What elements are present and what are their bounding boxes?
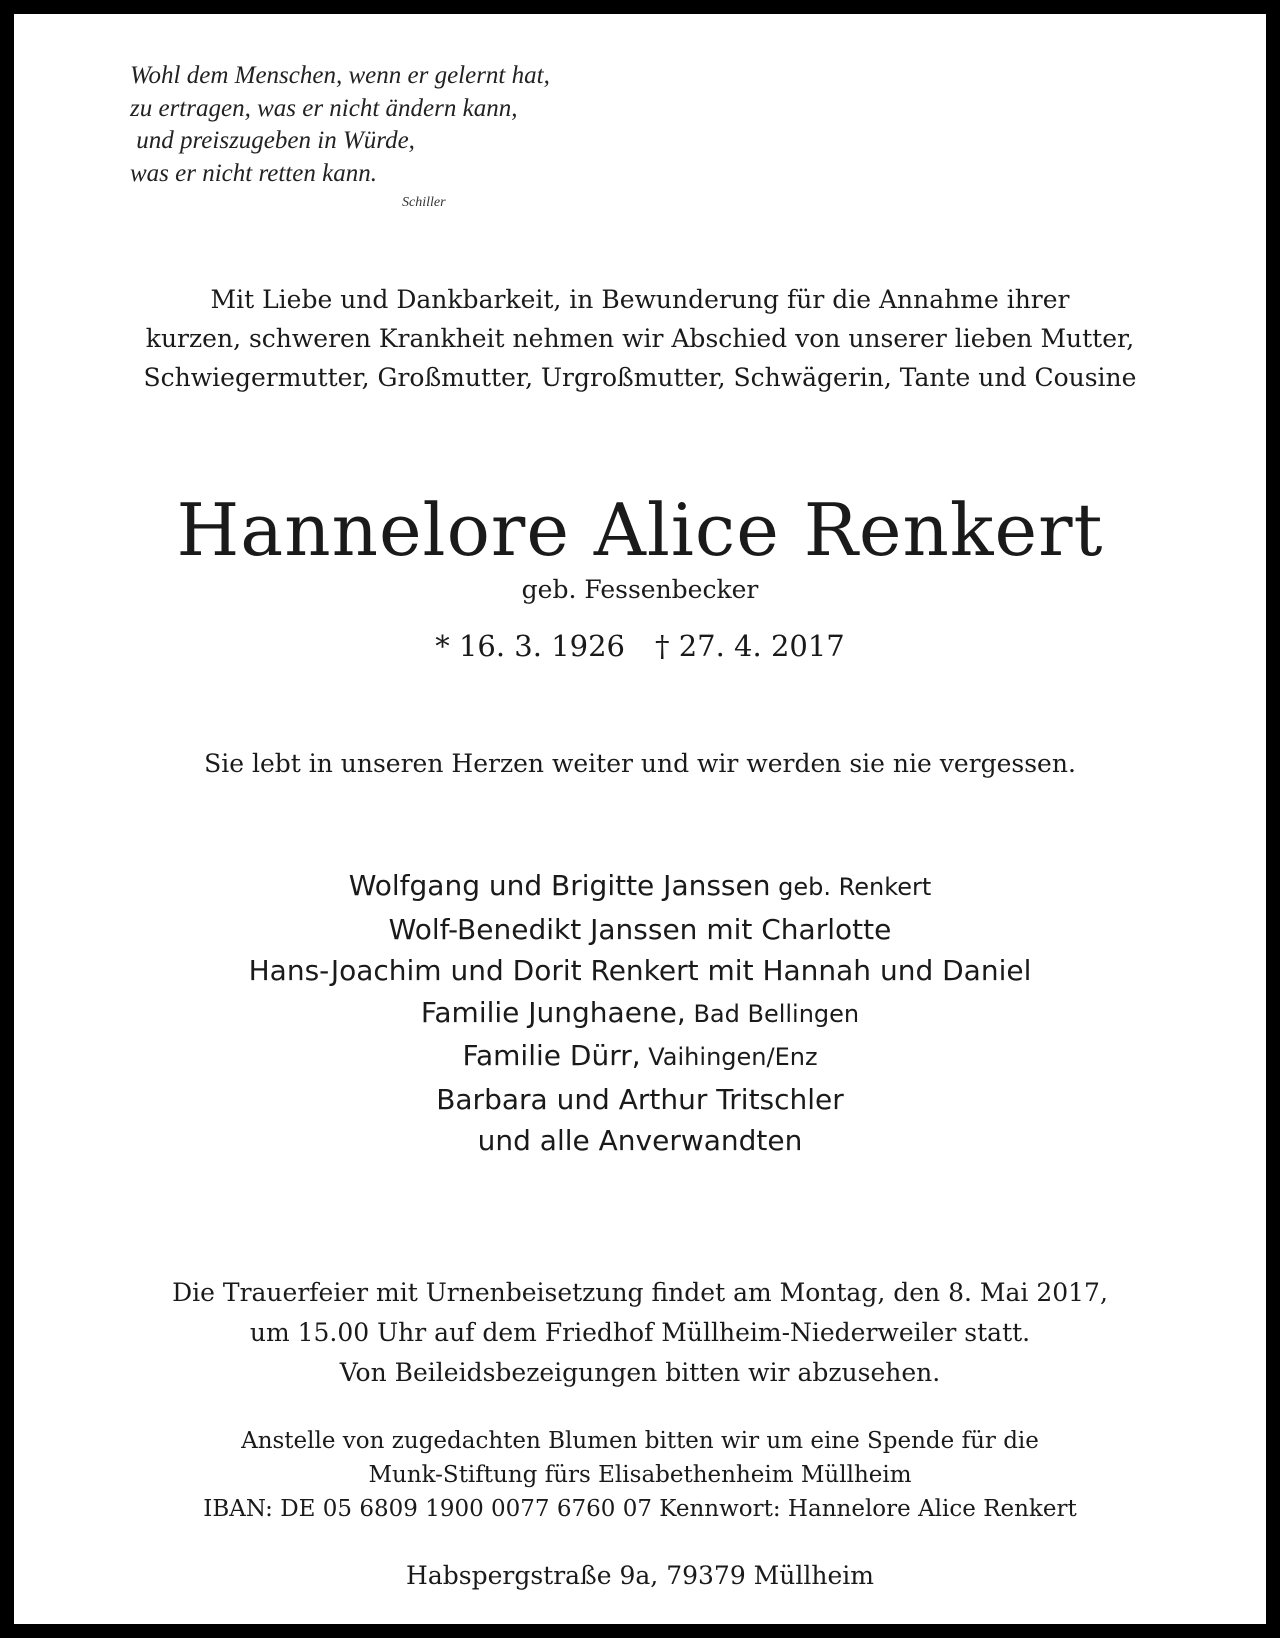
donation-line: Munk-Stiftung fürs Elisabethenheim Müllheim <box>368 1462 912 1488</box>
donation-line: IBAN: DE 05 6809 1900 0077 6760 07 Kennwort: Hannelore Alice Renkert <box>203 1496 1077 1522</box>
deceased-name: Hannelore Alice Renkert <box>176 488 1104 572</box>
ceremony-info <box>14 1273 1266 1393</box>
quote-line: zu ertragen, was er nicht ändern kann, <box>130 94 518 122</box>
ceremony-line: Die Trauerfeier mit Urnenbeisetzung findet am Montag, den 8. Mai 2017, <box>172 1278 1108 1307</box>
family-line: Wolfgang und Brigitte Janssen geb. Renkert <box>348 869 932 902</box>
family-list <box>14 865 1266 1162</box>
quote-line: was er nicht retten kann. <box>130 159 377 187</box>
donation-info <box>14 1424 1266 1526</box>
quote-line: und preiszugeben in Würde, <box>130 127 415 154</box>
schiller-quote <box>130 60 550 190</box>
family-line: und alle Anverwandten <box>477 1124 803 1157</box>
address: Habspergstraße 9a, 79379 Müllheim <box>406 1561 874 1590</box>
birth-date: * 16. 3. 1926 <box>435 629 625 663</box>
intro-line: kurzen, schweren Krankheit nehmen wir Abschied von unserer lieben Mutter, <box>145 324 1135 353</box>
intro-line: Schwiegermutter, Großmutter, Urgroßmutter, Schwägerin, Tante und Cousine <box>143 363 1137 392</box>
quote-line: Wohl dem Menschen, wenn er gelernt hat, <box>130 62 550 89</box>
birth-name: geb. Fessenbecker <box>521 575 759 604</box>
ceremony-line: Von Beileidsbezeigungen bitten wir abzusehen. <box>339 1358 941 1387</box>
family-line: Familie Junghaene, Bad Bellingen <box>420 995 860 1029</box>
death-date: † 27. 4. 2017 <box>655 629 845 663</box>
quote-author: Schiller <box>402 195 446 210</box>
ceremony-line: um 15.00 Uhr auf dem Friedhof Müllheim-Niederweiler statt. <box>249 1318 1031 1347</box>
family-line: Barbara und Arthur Tritschler <box>436 1082 844 1116</box>
tribute-text: Sie lebt in unseren Herzen weiter und wir werden sie nie vergessen. <box>204 749 1076 778</box>
life-dates <box>14 628 1266 664</box>
family-line: Wolf-Benedikt Janssen mit Charlotte <box>388 912 892 946</box>
intro-text <box>14 280 1266 397</box>
family-line: Familie Dürr, Vaihingen/Enz <box>462 1039 818 1072</box>
family-line: Hans-Joachim und Dorit Renkert mit Hannah und Daniel <box>248 954 1032 987</box>
intro-line: Mit Liebe und Dankbarkeit, in Bewunderung für die Annahme ihrer <box>210 285 1070 314</box>
donation-line: Anstelle von zugedachten Blumen bitten wir um eine Spende für die <box>241 1428 1039 1454</box>
